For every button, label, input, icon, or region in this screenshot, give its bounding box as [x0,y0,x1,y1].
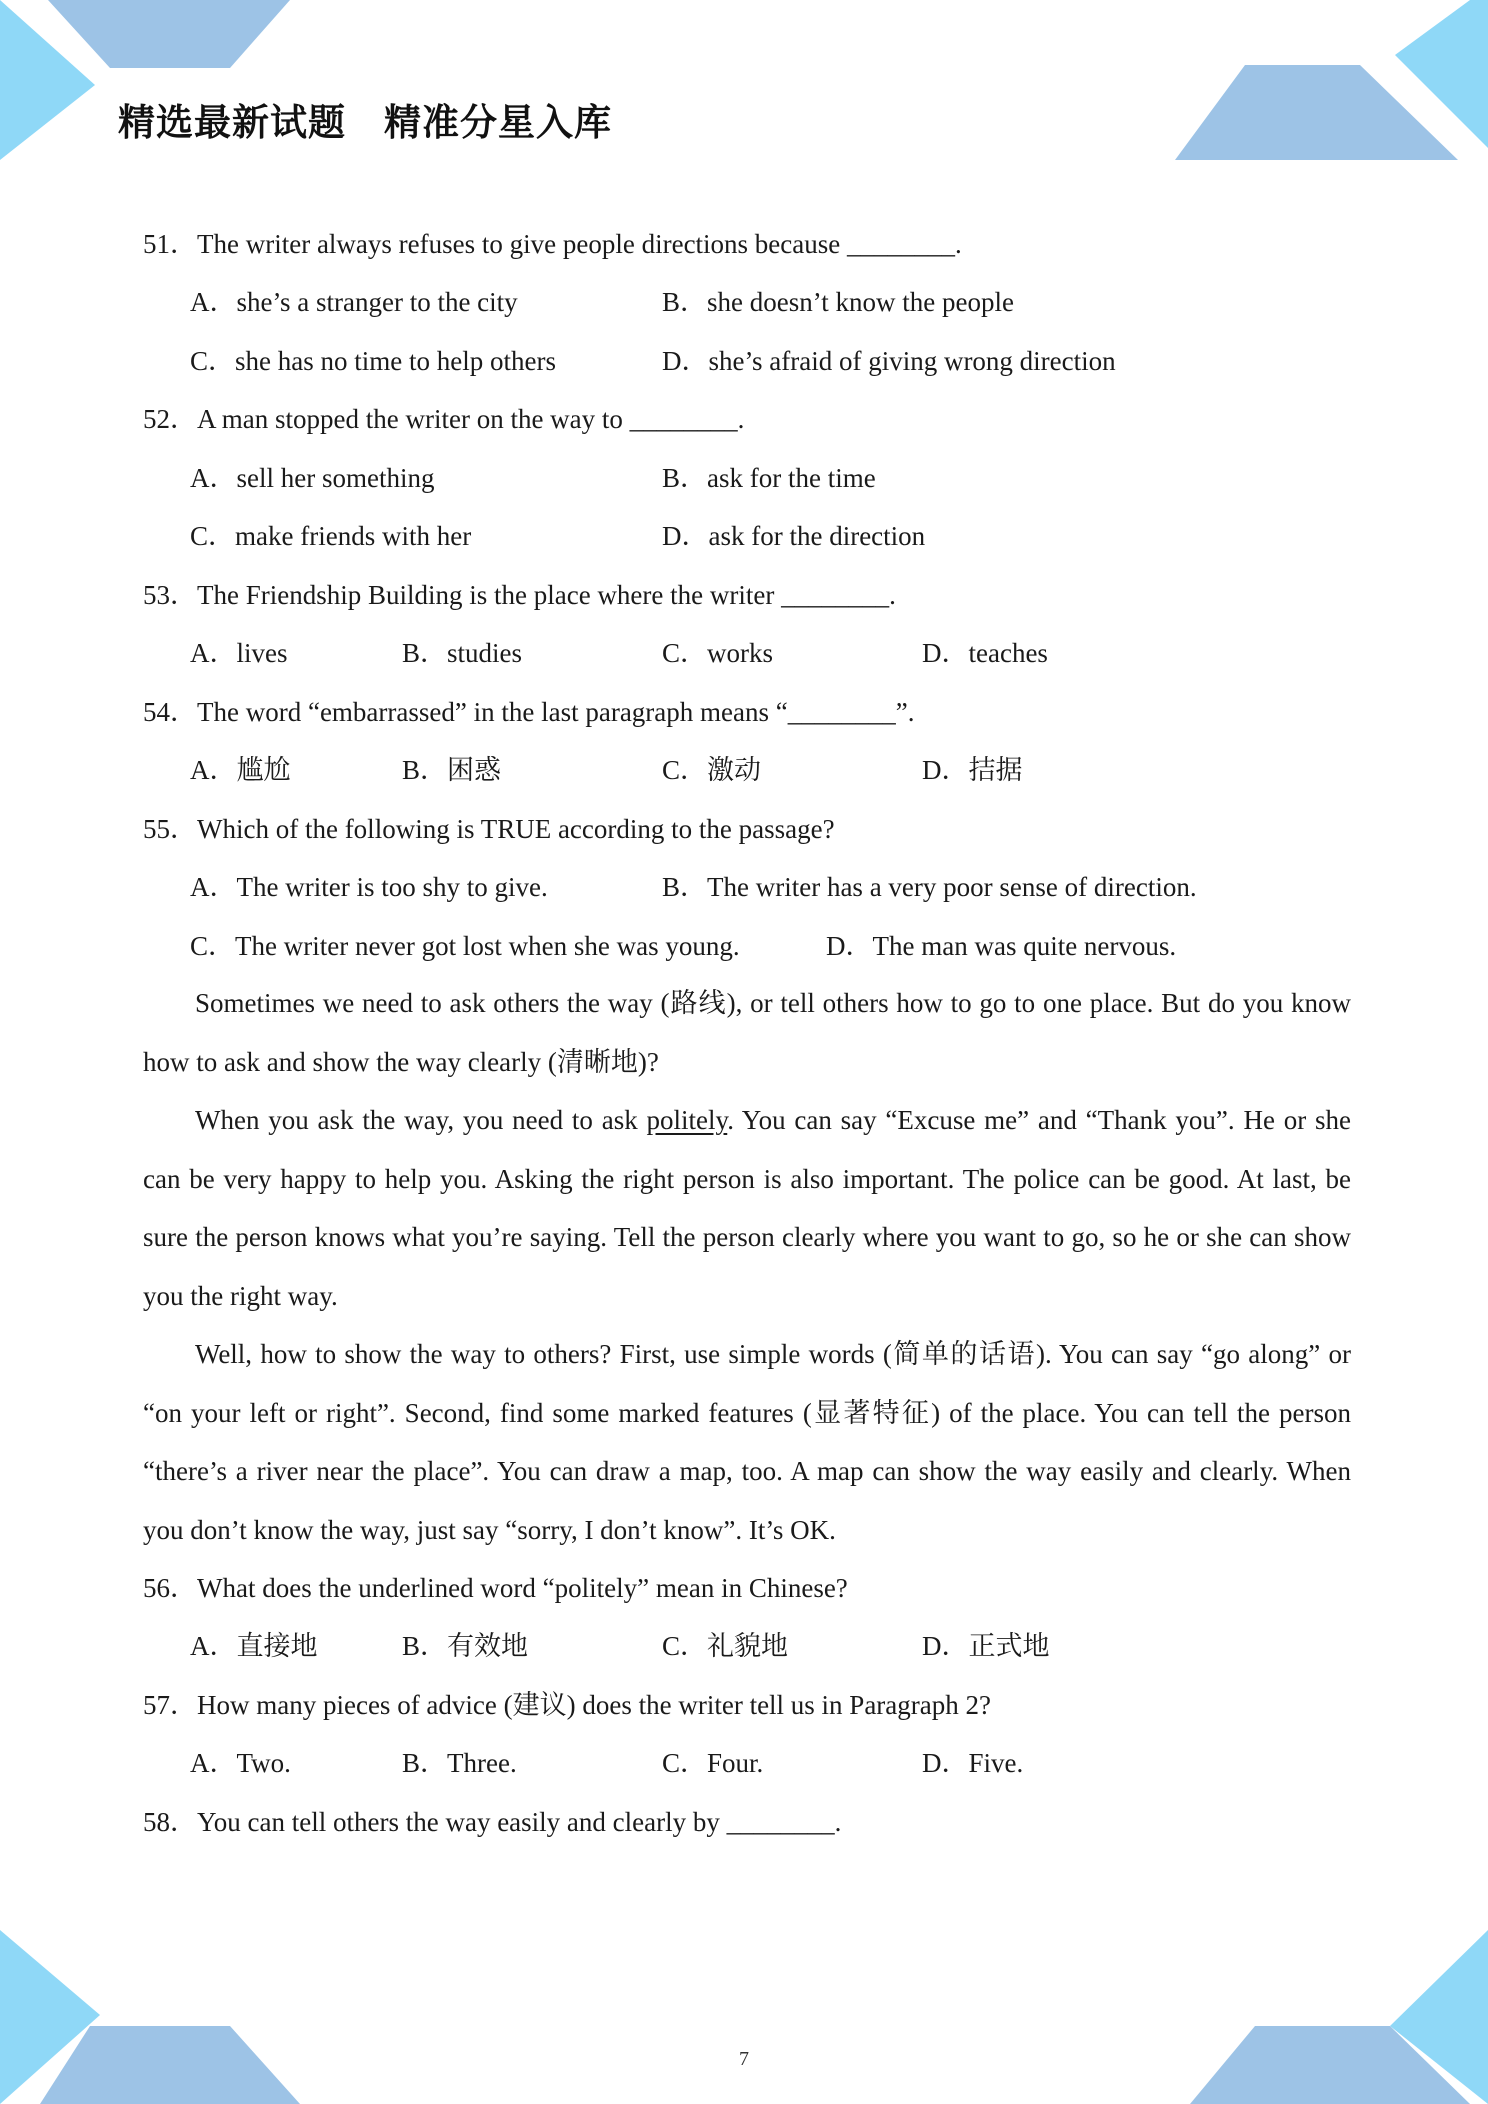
underlined-word-politely: politely [646,1105,728,1135]
question-52-stem: 52．A man stopped the writer on the way to ________. [143,404,745,434]
question-57-option-d: D．Five. [922,1748,1024,1778]
corner-decoration-bottom-left [0,1930,320,2104]
question-51-option-a: A．she’s a stranger to the city [190,287,518,317]
question-57-option-a: A．Two. [190,1748,291,1778]
question-51-stem: 51．The writer always refuses to give people directions because ________. [143,229,962,259]
question-55-stem: 55．Which of the following is TRUE according to the passage? [143,814,835,844]
passage-paragraph-3-text: Well, how to show the way to others? First, use simple words (简单的话语). You can say “go along” or “on your left or right”. Second, find some marked features (显著特征) of the place. You can tell the person “there’s a river near the place”. You can draw a map, too. A map can show the way easily and clearly. When you don’t know the way, just say “sorry, I don’t know”. It’s OK. [143,1339,1351,1545]
question-51-option-c: C．she has no time to help others [190,346,556,376]
question-57-stem: 57．How many pieces of advice (建议) does the writer tell us in Paragraph 2? [143,1690,991,1720]
question-54-stem: 54．The word “embarrassed” in the last paragraph means “________”. [143,697,915,727]
question-53-option-b: B．studies [402,638,523,668]
question-53-option-d: D．teaches [922,638,1048,668]
question-51-option-b: B．she doesn’t know the people [662,287,1014,317]
question-52-option-b: B．ask for the time [662,463,876,493]
question-55-option-d: D．The man was quite nervous. [826,931,1177,961]
question-56-option-c: C．礼貌地 [662,1631,789,1661]
question-51-option-d: D．she’s afraid of giving wrong direction [662,346,1116,376]
passage-paragraph-2-rest: . You can say “Excuse me” and “Thank you”. He or she can be very happy to help you. Asking the right person is also important. The police can be good. At last, be sure the person knows what you’re saying. Tell the person clearly where you want to go, so he or she can show you the right way. [143,1105,1351,1311]
question-54-option-b: B．困惑 [402,755,502,785]
question-55-option-c: C．The writer never got lost when she was young. [190,931,740,961]
question-58-stem: 58．You can tell others the way easily and clearly by ________. [143,1807,842,1837]
question-53-option-a: A．lives [190,638,288,668]
question-54-option-c: C．激动 [662,755,762,785]
question-52-option-d: D．ask for the direction [662,521,926,551]
question-55-option-a: A．The writer is too shy to give. [190,872,548,902]
passage-paragraph-2 [143,1091,1351,1325]
page-number: 7 [739,2048,749,2070]
passage-paragraph-1-text: Sometimes we need to ask others the way (路线), or tell others how to go to one place. But do you know how to ask and show the way clearly (清晰地)? [143,988,1351,1077]
question-56-stem: 56．What does the underlined word “politely” mean in Chinese? [143,1573,848,1603]
header-title: 精选最新试题 精准分星入库 [118,101,612,144]
question-53-stem: 53．The Friendship Building is the place where the writer ________. [143,580,896,610]
question-53-option-c: C．works [662,638,774,668]
passage-paragraph-3 [143,1325,1351,1559]
question-54-option-d: D．拮据 [922,755,1023,785]
question-52-option-c: C．make friends with her [190,521,472,551]
question-56-option-a: A．直接地 [190,1631,318,1661]
corner-decoration-top-right [1170,0,1488,170]
question-56-option-b: B．有效地 [402,1631,529,1661]
passage-paragraph-2-start: When you ask the way, you need to ask [195,1105,647,1135]
question-57-option-b: B．Three. [402,1748,517,1778]
question-52-option-a: A．sell her something [190,463,435,493]
passage-paragraph-1 [143,974,1351,1091]
corner-decoration-bottom-right [1170,1930,1488,2104]
question-55-option-b: B．The writer has a very poor sense of direction. [662,872,1197,902]
question-57-option-c: C．Four. [662,1748,764,1778]
question-56-option-d: D．正式地 [922,1631,1050,1661]
question-54-option-a: A．尴尬 [190,755,291,785]
